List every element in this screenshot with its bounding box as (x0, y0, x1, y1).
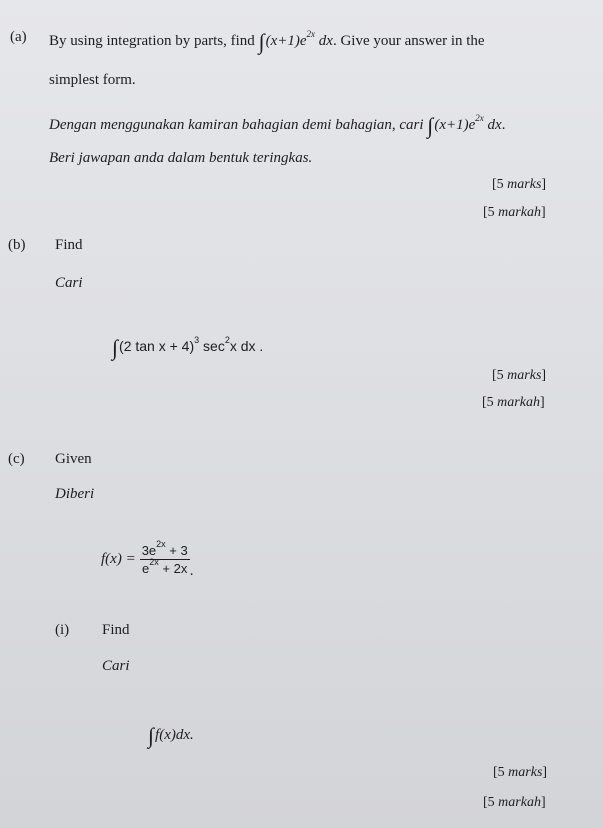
part-c-function-definition: f(x) = $\frac{3e^{2x} + 3}{e^{2x} + 2x}$ . (101, 539, 194, 580)
part-c-i-marks-en: [5 marks] (493, 765, 548, 780)
part-a-english-line2: simplest form. (49, 72, 136, 88)
part-c-fraction: $\frac{3e^{2x} + 3}{e^{2x} + 2x}$ (141, 539, 188, 576)
part-a-malay-line1 (49, 113, 505, 139)
part-a-malay-line2: Beri jawapan anda dalam bentuk teringkas. (49, 150, 313, 166)
part-b-malay: Cari (55, 275, 83, 291)
part-c-i-label: (i) (55, 622, 70, 638)
part-b-label: (b) (8, 237, 26, 253)
part-a-integral: $\int(x+1)e^{2x}$ dx (258, 29, 333, 54)
part-a-english-text-end: . Give your answer in the (332, 33, 485, 49)
part-c-english: Given (55, 451, 92, 467)
part-c-i-marks-ms: [5 markah] (483, 795, 546, 810)
part-a-malay-text: Dengan menggunakan kamiran bahagian demi bahagian, cari (49, 117, 424, 133)
part-a-marks-en: [5 marks] (492, 177, 547, 192)
part-b-marks-en: [5 marks] (492, 368, 547, 383)
part-a-label: (a) (10, 29, 27, 45)
part-a-english-line1 (49, 29, 485, 55)
part-b-marks-ms: [5 markah] (482, 395, 545, 410)
part-a-english-text: By using integration by parts, find (49, 33, 255, 49)
part-c-malay: Diberi (55, 486, 95, 502)
part-c-i-malay: Cari (102, 658, 130, 674)
part-c-i-english: Find (102, 622, 130, 638)
part-c-label: (c) (8, 451, 25, 467)
part-a-integral-malay: $\int(x+1)e^{2x}$ dx. (427, 113, 506, 138)
part-a-marks-ms: [5 markah] (483, 205, 546, 220)
part-b-english: Find (55, 237, 83, 253)
part-c-i-integral: ∫f(x)dx. (148, 723, 194, 748)
part-b-integral: ∫(2 tan x + 4)$^3$ $\sec^2x$ dx . (112, 335, 264, 360)
